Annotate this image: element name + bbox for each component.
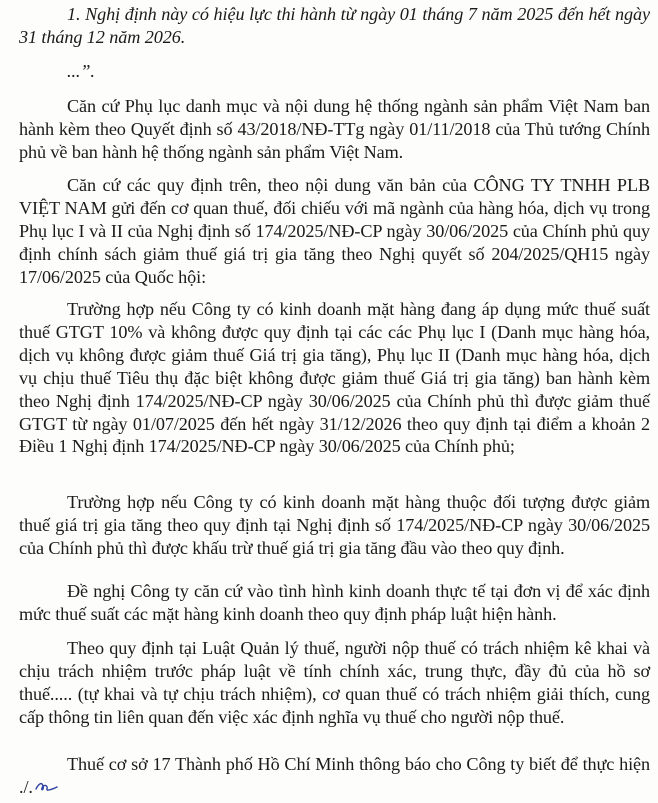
quoted-clause-1: 1. Nghị định này có hiệu lực thi hành từ ngày 01 tháng 7 năm 2025 đến hết ngày 31 tháng 12 năm 2026. <box>19 4 650 47</box>
request-paragraph: Đề nghị Công ty căn cứ vào tình hình kinh doanh thực tế tại đơn vị để xác định mức thuế suất các mặt hàng kinh doanh theo quy định pháp luật hiện hành. <box>19 581 650 624</box>
quote-ellipsis: ...”. <box>67 61 95 81</box>
handwritten-initial-mark <box>35 779 59 793</box>
closing-text: Thuế cơ sở 17 Thành phố Hồ Chí Minh thông báo cho Công ty biết để thực hiện ./. <box>19 754 650 797</box>
case-paragraph-reduced-goods: Trường hợp nếu Công ty có kinh doanh mặt hàng thuộc đối tượng được giảm thuế giá trị gia tăng theo quy định tại Nghị định số 174/2025/NĐ-CP ngày 30/06/2025 của Chính phủ thì được khấu trừ thuế giá trị gia tăng đầu vào theo quy định. <box>19 492 650 558</box>
closing-paragraph <box>19 753 650 799</box>
case-paragraph-10-percent: Trường hợp nếu Công ty có kinh doanh mặt hàng đang áp dụng mức thuế suất thuế GTGT 10% và không được quy định tại các các Phụ lục I (Danh mục hàng hóa, dịch vụ không được giảm thuế Giá trị gia tăng), Phụ lục II (Danh mục hàng hóa, dịch vụ chịu thuế Tiêu thụ đặc biệt không được giảm thuế Giá trị gia tăng) ban hành kèm theo Nghị định 174/2025/NĐ-CP ngày 30/06/2025 của Chính phủ thì được giảm thuế GTGT từ ngày 01/07/2025 đến hết ngày 31/12/2026 theo quy định tại điểm a khoản 2 Điều 1 Nghị định 174/2025/NĐ-CP ngày 30/06/2025 của Chính phủ; <box>19 299 650 457</box>
basis-paragraph-company: Căn cứ các quy định trên, theo nội dung văn bản của CÔNG TY TNHH PLB VIỆT NAM gửi đến cơ quan thuế, đối chiếu với mã ngành của hàng hóa, dịch vụ trong Phụ lục I và II của Nghị định số 174/2025/NĐ-CP ngày 30/06/2025 của Chính phủ quy định chính sách giảm thuế giá trị gia tăng theo Nghị quyết số 204/2025/QH15 ngày 17/06/2025 của Quốc hội: <box>19 175 650 287</box>
basis-paragraph-product-list: Căn cứ Phụ lục danh mục và nội dung hệ thống ngành sản phẩm Việt Nam ban hành kèm theo Quyết định số 43/2018/NĐ-TTg ngày 01/11/2018 của Thủ tướng Chính phủ về ban hành hệ thống ngành sản phẩm Việt Nam. <box>19 96 650 162</box>
tax-law-paragraph: Theo quy định tại Luật Quản lý thuế, người nộp thuế có trách nhiệm kê khai và chịu trách nhiệm trước pháp luật về tính chính xác, trung thực, đầy đủ của hồ sơ thuế..... (tự khai và tự chịu trách nhiệm), cơ quan thuế có trách nhiệm giải thích, cung cấp thông tin liên quan đến việc xác định nghĩa vụ thuế cho người nộp thuế. <box>19 638 650 727</box>
